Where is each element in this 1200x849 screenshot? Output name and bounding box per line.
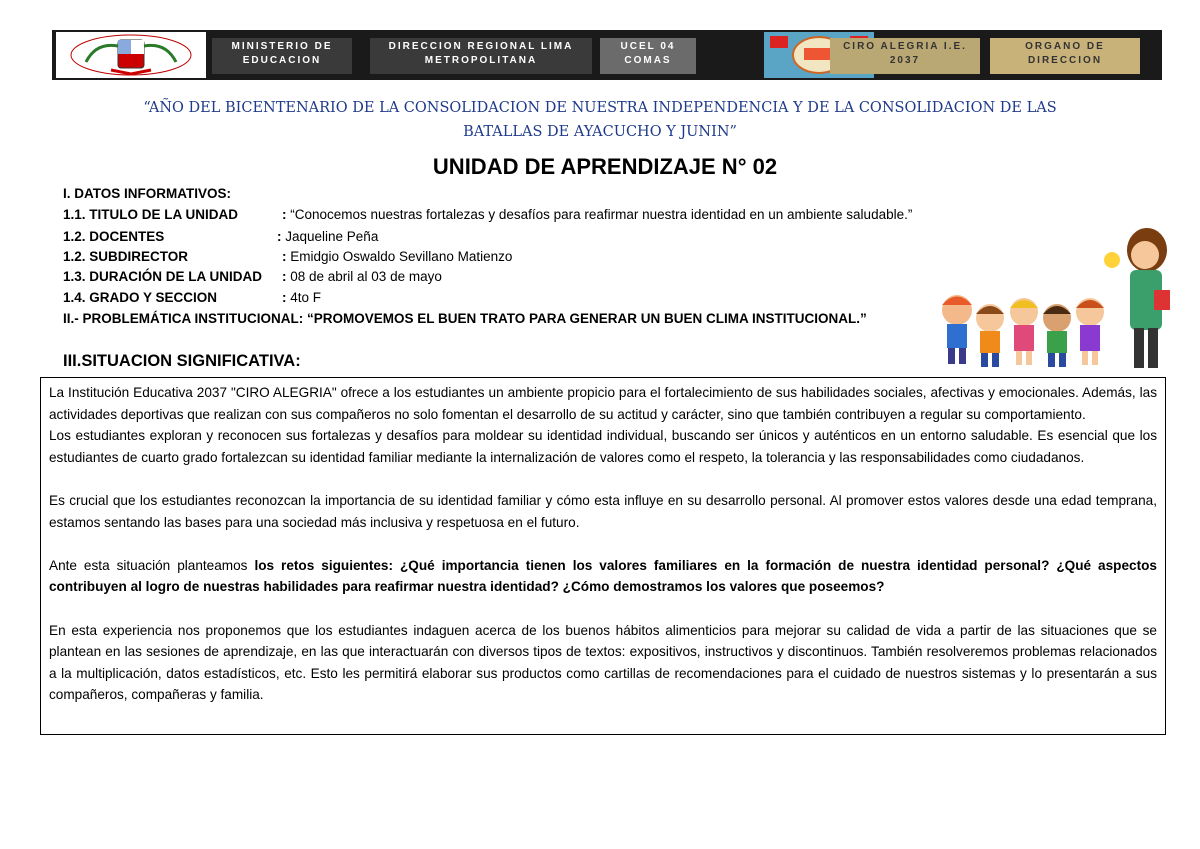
children-teacher-illustration [932, 200, 1172, 370]
info-row-grado [63, 290, 321, 305]
year-motto [60, 96, 1140, 144]
info-sep: : [282, 269, 291, 284]
situacion-paragraph-1: La Institución Educativa 2037 "CIRO ALEGRIA" ofrece a los estudiantes un ambiente propicio para el fortalecimiento de sus habilidades sociales, afectivas y emocionales. Además, las actividades deportivas que realizan con sus compañeros no solo fomentan el desarrollo de su actitud y carácter, sino que también contribuyen a regular su comportamiento. [49, 385, 1157, 422]
section-3-heading: III.SITUACION SIGNIFICATIVA: [63, 352, 301, 370]
header-direccion: DIRECCION REGIONAL LIMA METROPOLITANA [370, 38, 592, 74]
info-label: 1.2. DOCENTES [63, 229, 165, 244]
info-row-docentes [63, 229, 378, 244]
info-sep: : [282, 290, 291, 305]
situacion-paragraph-3: Es crucial que los estudiantes reconozcan la importancia de su identidad familiar y cómo esta influye en su desarrollo personal. Al promover estos valores desde una edad temprana, estamos sentando las bases para una sociedad más inclusiva y respetuosa en el futuro. [49, 492, 1157, 530]
info-label: 1.1. TITULO DE LA UNIDAD [63, 207, 239, 222]
info-value: Emidgio Oswaldo Sevillano Matienzo [290, 249, 513, 264]
situacion-paragraph-4 [49, 555, 1157, 598]
motto-line-1: “AÑO DEL BICENTENARIO DE LA CONSOLIDACION DE NUESTRA INDEPENDENCIA Y DE LA CONSOLIDACION DE LAS [143, 100, 1057, 116]
info-sep: : [282, 249, 291, 264]
info-sep: : [277, 229, 286, 244]
info-label: 1.2. SUBDIRECTOR [63, 249, 189, 264]
info-sep: : [282, 207, 291, 222]
info-value: Jaqueline Peña [285, 229, 379, 244]
motto-line-2: BATALLAS DE AYACUCHO Y JUNIN” [463, 124, 737, 140]
header-ministerio: MINISTERIO DE EDUCACION [212, 38, 352, 74]
situacion-paragraph-2: Los estudiantes exploran y reconocen sus fortalezas y desafíos para moldear su identidad individual, buscando ser únicos y auténticos en un entorno saludable. Es esencial que los estudiantes de cuarto grado fortalezcan su identidad familiar mediante la internalización de valores como el respeto, la tolerancia y las responsabilidades como ciudadanos. [49, 428, 1157, 465]
situacion-paragraph-5: En esta experiencia nos proponemos que los estudiantes indaguen acerca de los buenos hábitos alimenticios para mejorar su calidad de vida a partir de las situaciones que se plantean en las sesiones de aprendizaje, en las que interactuarán con diversos tipos de textos: expositivos, instructivos y discontinuos. También resolveremos problemas relacionados a la multiplicación, datos estadísticos, etc. Esto les permitirá elaborar sus productos como cartillas de recomendaciones para el cuidado de nuestros sistemas y lo presentarán a sus compañeros, compañeras y familia. [49, 622, 1157, 703]
retos-intro: Ante esta situación planteamos [49, 557, 255, 573]
info-row-subdirector [63, 249, 512, 264]
header-ugel: UCEL 04 COMAS [600, 38, 696, 74]
section-2-problematica: II.- PROBLEMÁTICA INSTITUCIONAL: “PROMOVEMOS EL BUEN TRATO PARA GENERAR UN BUEN CLIMA INSTITUCIONAL.” [63, 311, 867, 326]
info-value: 4to F [290, 290, 322, 305]
situacion-significativa-box [40, 377, 1166, 735]
info-value: “Conocemos nuestras fortalezas y desafíos para reafirmar nuestra identidad en un ambiente saludable.” [290, 207, 913, 222]
info-row-duracion [63, 269, 442, 284]
page-title: UNIDAD DE APRENDIZAJE N° 02 [432, 154, 778, 179]
section-1-heading: I. DATOS INFORMATIVOS: [63, 186, 231, 201]
header-school: CIRO ALEGRIA I.E. 2037 [830, 38, 980, 74]
info-value: 08 de abril al 03 de mayo [290, 269, 442, 284]
peru-shield-logo [56, 32, 206, 78]
info-row-titulo [63, 207, 912, 222]
info-label: 1.3. DURACIÓN DE LA UNIDAD [63, 269, 263, 284]
info-label: 1.4. GRADO Y SECCION [63, 290, 218, 305]
header-organo: ORGANO DE DIRECCION [990, 38, 1140, 74]
retos-questions: los retos siguientes: ¿Qué importancia tienen los valores familiares en la formación de nuestra identidad personal? ¿Qué aspectos contribuyen al logro de nuestras habilidades para reafirmar nuestra identidad? ¿Cómo demostramos los valores que poseemos? [49, 557, 1157, 595]
header-banner [52, 30, 1162, 80]
